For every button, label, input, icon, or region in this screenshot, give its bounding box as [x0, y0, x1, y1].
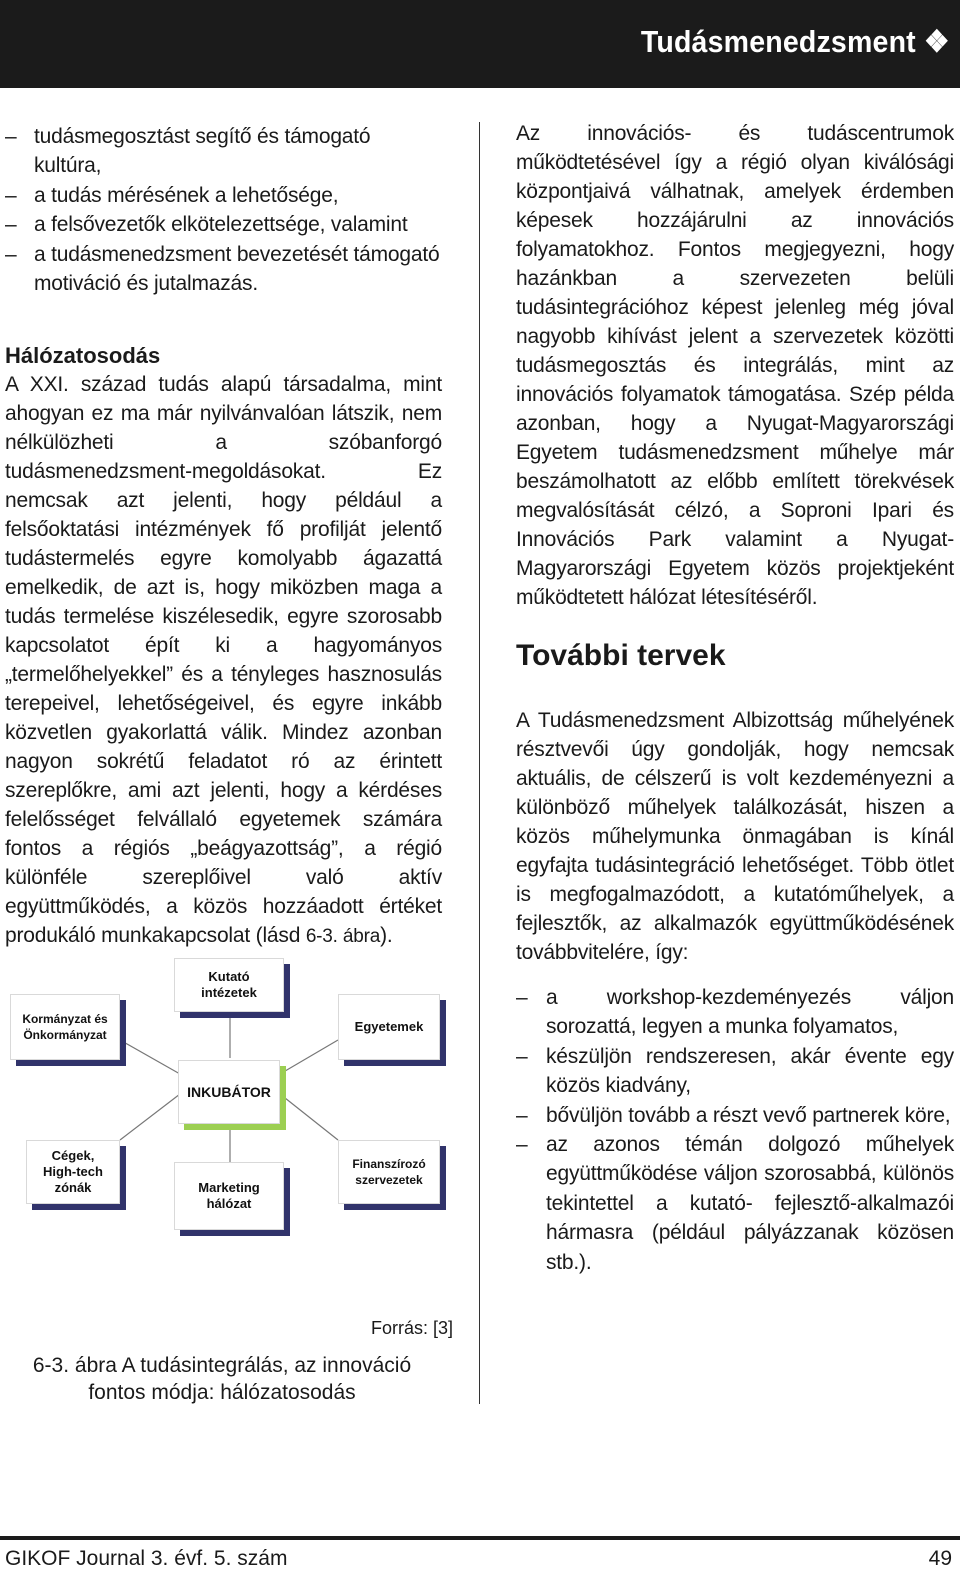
node-kutato-intezetek: Kutató intézetek: [174, 958, 284, 1012]
header-bar: [0, 0, 960, 88]
list-item: – a tudásmenedzsment bevezetését támogató motiváció és jutalmazás.: [5, 242, 440, 296]
column-divider: [479, 122, 480, 1404]
footer-journal: GIKOF Journal 3. évf. 5. szám: [5, 1547, 288, 1570]
right-column: [516, 119, 954, 1277]
figure-reference-link[interactable]: 6-3. ábra: [305, 926, 381, 948]
list-item: – az azonos témán dolgozó műhelyek együttműködése váljon szorosabbá, különös tekintettel a kutató- fejlesztő-alkalmazói hármasra (például pályázzanak közösen stb.).: [516, 1133, 954, 1274]
left-column: [5, 122, 442, 951]
figure-source: Forrás: [3]: [371, 1318, 454, 1338]
body-paragraph: Az innovációs- és tudáscentrumok működtetésével így a régió olyan kiválósági központjaivá válhatnak, amelyek érdemben képesek hozzájárulni az innovációs folyamatokhoz. Fontos megjegyezni, hogy hazánkban a szervezeten belüli tudásintegrációhoz képest jelenleg még jóval nagyobb kihívást jelent a szervezetek közötti tudásmegosztás és integrálás, mint az innovációs folyamatok támogatása. Szép példa azonban, hogy a Nyugat-Magyarországi Egyetem tudásmenedzsment műhelye már beszámolhatott az előbb említett törekvések megvalósítását célzó, a Soproni Ipari és Innovációs Park valamint a Nyugat-Magyarországi Egyetem közös projektjeként működtetett hálózat létesítéséről.: [516, 122, 954, 609]
running-header-title: Tudásmenedzsment ❖: [641, 24, 950, 59]
list-item: – a tudás mérésének a lehetősége,: [5, 183, 339, 207]
network-diagram: [0, 948, 470, 1248]
body-paragraph: A Tudásmenedzsment Albizottság műhelyének résztvevői úgy gondolják, hogy nemcsak aktuális, de célszerű is volt kezdeményezni a különböző műhelyek találkozását, hiszen a közös műhelymunka önmagában is kínál egyfajta tudásintegráció lehetőséget. Több ötlet is megfogalmazódott, a kutatóműhelyek, a fejlesztők, az alkalmazók együttműködésének továbbvitelére, így:: [516, 709, 954, 964]
list-item: – a felsővezetők elkötelezettsége, valamint: [5, 213, 408, 237]
figure-caption: 6-3. ábra A tudásintegrálás, az innováció fontos módja: hálózatosodás: [32, 1354, 412, 1404]
right-bullet-list: [516, 983, 954, 1277]
page-number: 49: [928, 1547, 952, 1570]
node-egyetemek: Egyetemek: [338, 994, 440, 1060]
list-item: – a workshop-kezdeményezés váljon sorozattá, legyen a munka folyamatos,: [516, 986, 954, 1039]
footer-rule: [0, 1536, 960, 1540]
section-heading-tovabbi-tervek: További tervek: [516, 639, 726, 672]
node-kormanyzat: Kormányzat és Önkormányzat: [10, 994, 120, 1060]
list-item: – bővüljön tovább a részt vevő partnerek köre,: [516, 1103, 951, 1127]
node-finanszirozo: Finanszírozó szervezetek: [338, 1140, 440, 1204]
left-bullet-list: [5, 122, 442, 298]
list-item: – készüljön rendszeresen, akár évente egy közös kiadvány,: [516, 1044, 954, 1098]
list-item: – tudásmegosztást segítő és támogató kultúra,: [5, 125, 371, 178]
section-heading-halozatosodas: Hálózatosodás: [5, 343, 161, 369]
node-cegek: Cégek, High-tech zónák: [26, 1140, 120, 1204]
node-marketing: Marketing hálózat: [174, 1162, 284, 1230]
body-paragraph: A XXI. század tudás alapú társadalma, mint ahogyan ez ma már nyilvánvalóan látszik, nem nélkülözheti a szóbanforgó tudásmenedzsment-megoldásokat. Ez nemcsak azt jelenti, hogy például a felsőoktatási intézmények fő profilját jelentő tudástermelés egyre komolyabb ágazattá emelkedik, de azt is, hogy miközben maga a tudás termelése kiszélesedik, egyre szorosabb kapcsolatot épít ki a hagyományos „termelőhelyekkel” és a tényleges hasznosulás terepeivel, lehetőségeivel, és egyre inkább közvetlen gyakorlattá válik. Mindez azonban nagyon sokrétű feladatot ró az érintett szereplőkre, ami azt jelenti, hogy a kérdéses felelősséget felvállaló egyetemek számára fontos a régiós „beágyazottság”, a régió különféle szereplőivel való aktív együttműködés, a közös hozzáadott értéket produkáló munkakapcsolat (lásd 6-3. ábra).: [5, 373, 442, 948]
node-inkubator: INKUBÁTOR: [178, 1060, 280, 1124]
